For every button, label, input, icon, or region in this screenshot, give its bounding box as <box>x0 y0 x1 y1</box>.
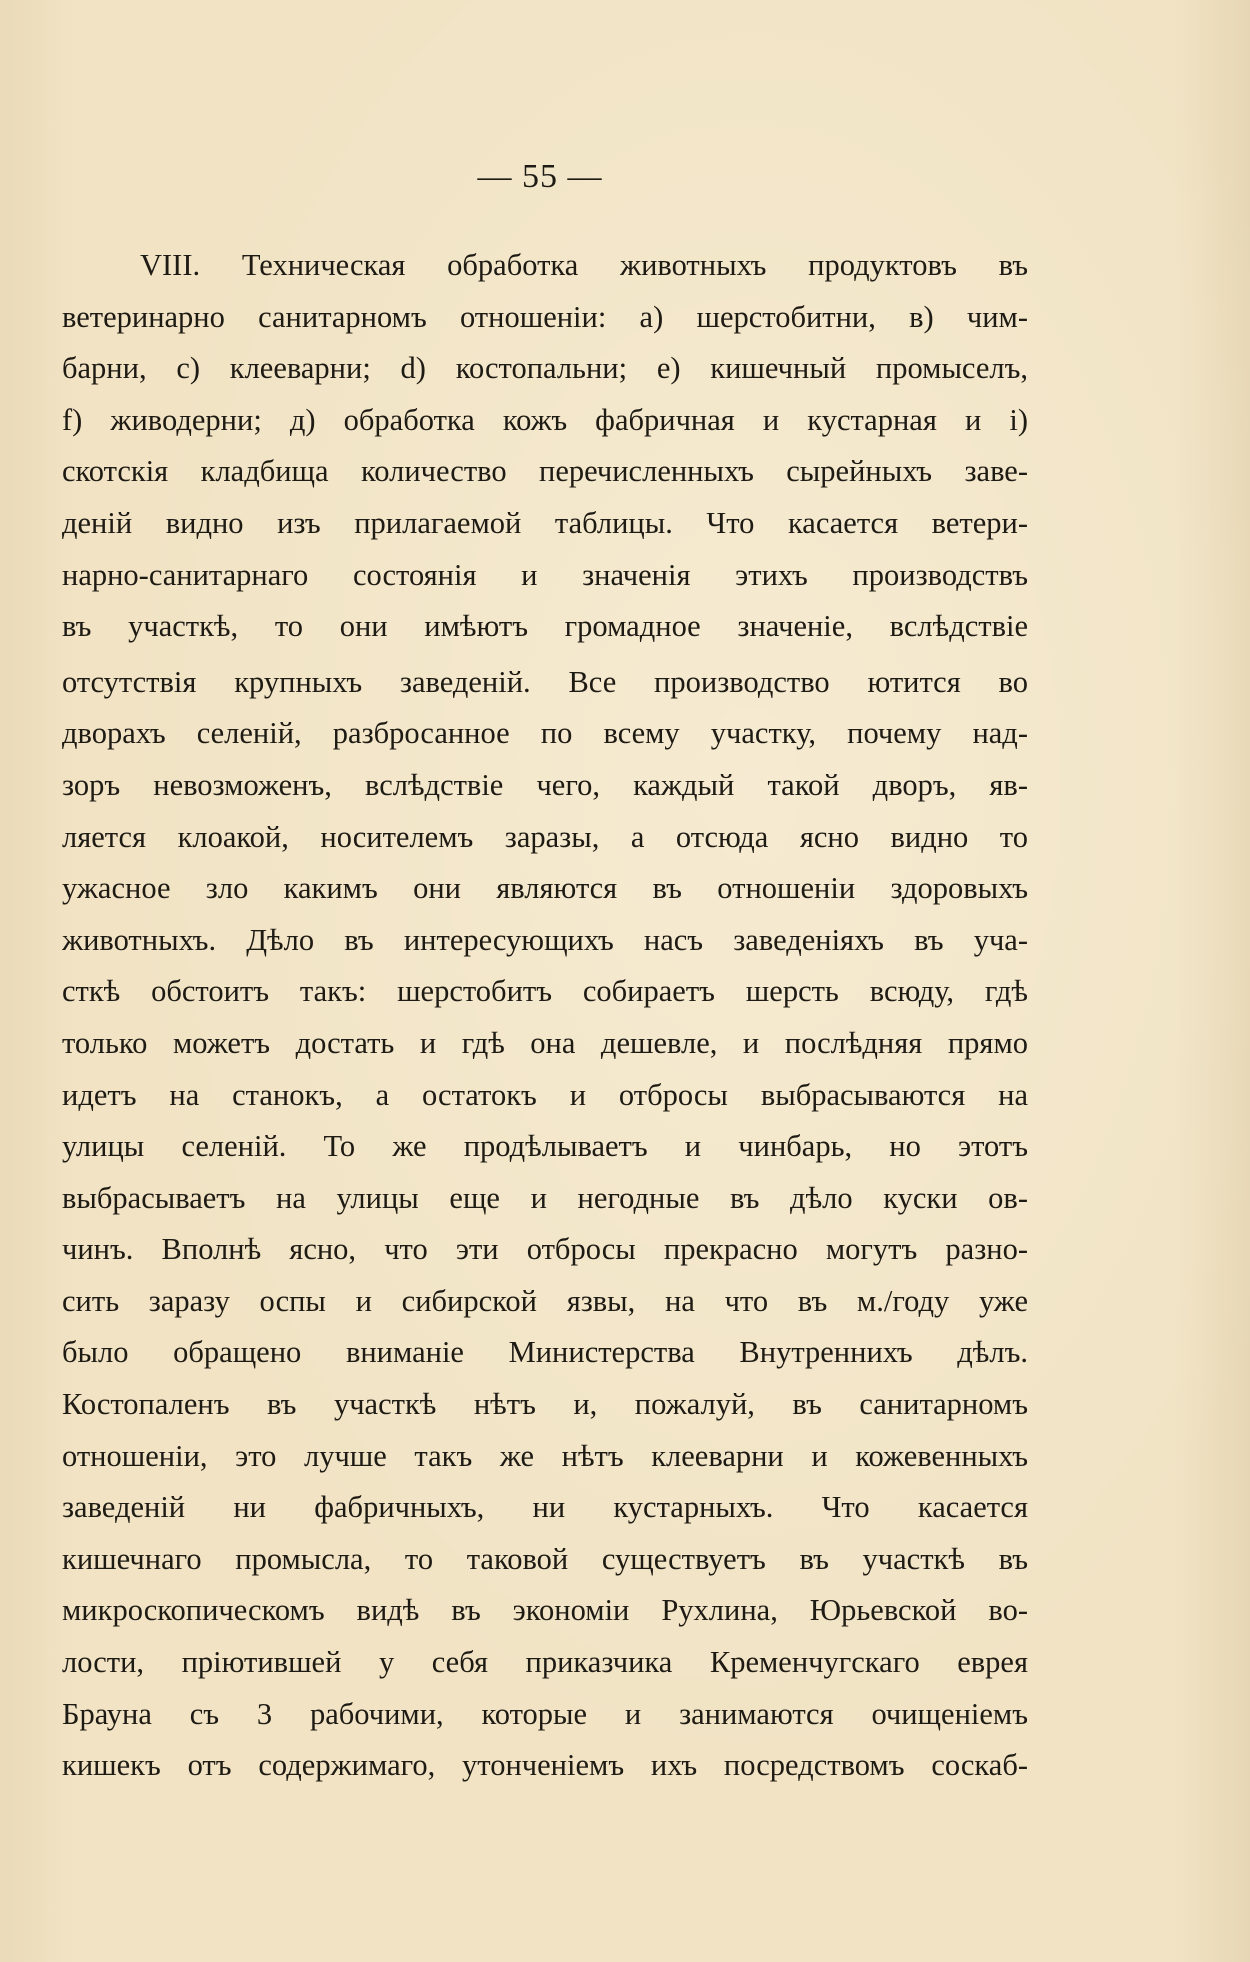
text-line: барни, с) клееварни; d) костопальни; е) кишечный промыселъ, <box>62 351 1028 386</box>
text-line: скотскія кладбища количество перечисленныхъ сырейныхъ заве- <box>62 454 1028 489</box>
text-line: ляется клоакой, носителемъ заразы, а отсюда ясно видно то <box>62 819 1028 854</box>
text-line: ужасное зло какимъ они являются въ отношеніи здоровыхъ <box>62 871 1028 906</box>
text-line: выбрасываетъ на улицы еще и негодные въ дѣло куски ов- <box>62 1180 1028 1215</box>
text-line: животныхъ. Дѣло въ интересующихъ насъ заведеніяхъ въ уча- <box>62 922 1028 957</box>
text-line: только можетъ достать и гдѣ она дешевле, и послѣдняя прямо <box>62 1025 1028 1060</box>
page-number: — 55 — <box>477 158 603 195</box>
text-line: сткѣ обстоитъ такъ: шерстобитъ собираетъ шерсть всюду, гдѣ <box>62 974 1028 1009</box>
text-line: микроскопическомъ видѣ въ экономіи Рухлина, Юрьевской во- <box>62 1593 1028 1628</box>
text-line: улицы селеній. То же продѣлываетъ и чинбарь, но этотъ <box>62 1129 1028 1164</box>
text-line: сить заразу оспы и сибирской язвы, на что въ м./году уже <box>62 1283 1028 1318</box>
text-line: чинъ. Вполнѣ ясно, что эти отбросы прекрасно могутъ разно- <box>62 1232 1028 1267</box>
text-line: было обращено вниманіе Министерства Внутреннихъ дѣлъ. <box>62 1335 1028 1370</box>
text-line: дворахъ селеній, разбросанное по всему участку, почему над- <box>62 716 1028 751</box>
text-line: въ участкѣ, то они имѣютъ громадное значеніе, вслѣдствіе <box>62 609 1028 644</box>
text-line: отсутствія крупныхъ заведеній. Все производство ютится во <box>62 664 1028 699</box>
text-line: зоръ невозможенъ, вслѣдствіе чего, каждый такой дворъ, яв- <box>62 767 1028 802</box>
text-line: идетъ на станокъ, а остатокъ и отбросы выбрасываются на <box>62 1077 1028 1112</box>
text-line: нарно-санитарнаго состоянія и значенія этихъ производствъ <box>62 557 1028 592</box>
body-text <box>62 240 1028 1792</box>
text-line: VIII. Техническая обработка животныхъ продуктовъ въ <box>140 248 1028 282</box>
text-line: Костопаленъ въ участкѣ нѣтъ и, пожалуй, въ санитарномъ <box>62 1387 1028 1422</box>
text-line: заведеній ни фабричныхъ, ни кустарныхъ. Что касается <box>62 1490 1028 1525</box>
text-line: кишекъ отъ содержимаго, утонченіемъ ихъ посредствомъ соскаб- <box>62 1748 1028 1783</box>
text-line: деній видно изъ прилагаемой таблицы. Что касается ветери- <box>62 505 1028 540</box>
text-line: отношеніи, это лучше такъ же нѣтъ клееварни и кожевенныхъ <box>62 1438 1028 1473</box>
text-line: кишечнаго промысла, то таковой существуетъ въ участкѣ въ <box>62 1541 1028 1576</box>
text-line: ветеринарно санитарномъ отношеніи: а) шерстобитни, в) чим- <box>62 299 1028 334</box>
text-line: Брауна съ 3 рабочими, которые и занимаются очищеніемъ <box>62 1696 1028 1731</box>
text-line: f) живодерни; д) обработка кожъ фабричная и кустарная и і) <box>62 402 1028 437</box>
text-line: лости, пріютившей у себя приказчика Кременчугскаго еврея <box>62 1645 1028 1680</box>
